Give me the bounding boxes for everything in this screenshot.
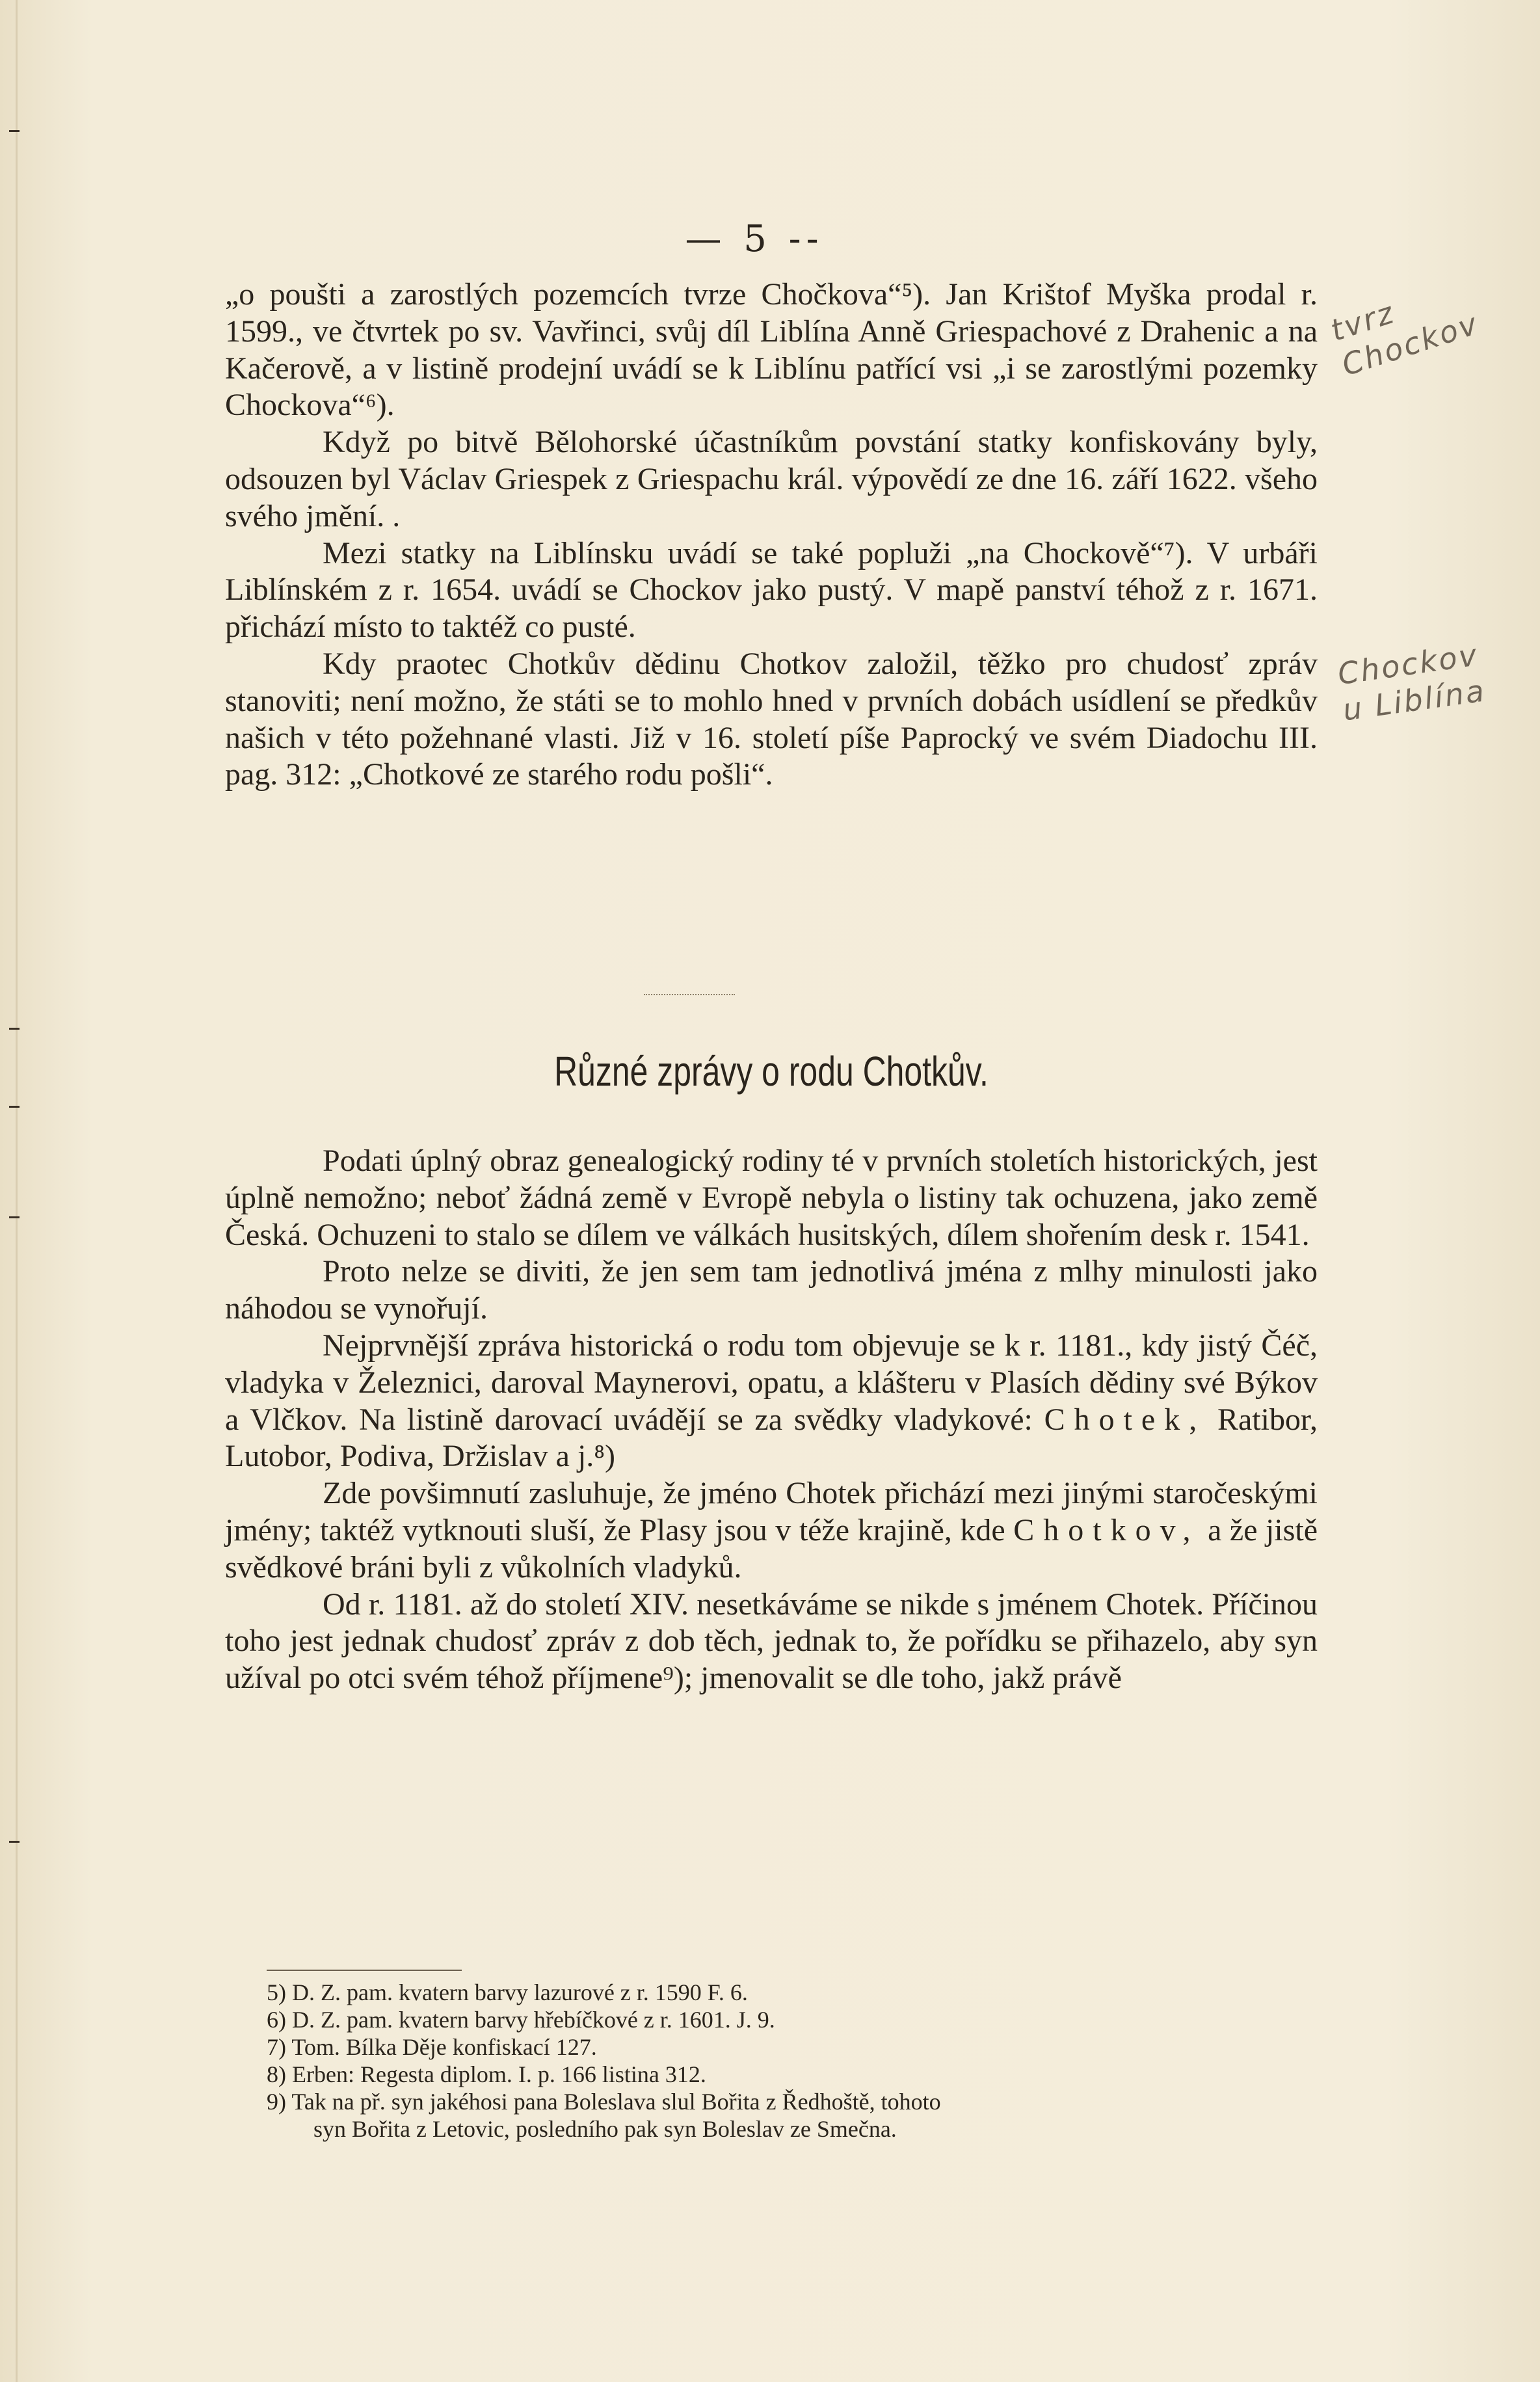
- edge-mark: [9, 1028, 20, 1030]
- paragraph: „o poušti a zarostlých pozemcích tvrze Chočkova“⁵). Jan Krištof Myška prodal r. 1599., ve čtvrtek po sv. Vavřinci, svůj díl Liblína Anně Griespachové z Drahenic a na Kačerově, a v listině prodejní uvádí se k Liblínu patřící vsi „i se zarostlými pozemky Chockova“⁶).: [225, 277, 1318, 423]
- footnote-rule: [267, 1970, 462, 1971]
- paragraph: Proto nelze se diviti, že jen sem tam jednotlivá jména z mlhy minulosti jako náhodou se vynořují.: [225, 1254, 1318, 1326]
- footnotes: [267, 1979, 1281, 2143]
- footnote: 6) D. Z. pam. kvatern barvy hřebíčkové z r. 1601. J. 9.: [267, 2007, 775, 2033]
- paragraph: Kdy praotec Chotkův dědinu Chotkov založil, těžko pro chudosť zpráv stanoviti; není možno, že státi se to mohlo hned v prvních dobách usídlení se předkův našich v této požehnané vlasti. Již v 16. století píše Paprocký ve svém Diadochu III. pag. 312: „Chotkové ze starého rodu pošli“.: [225, 646, 1318, 792]
- edge-mark: [9, 1216, 20, 1218]
- paragraph: Od r. 1181. až do století XIV. nesetkáváme se nikde s jménem Chotek. Příčinou toho jest jednak chudosť zpráv z dob těch, jednak to, že pořídku se přihazelo, aby syn užíval po otci svém téhož příjmene⁹); jmenovalit se dle toho, jakž právě: [225, 1586, 1318, 1696]
- spaced-name: Chotkov,: [1013, 1512, 1200, 1547]
- paragraph-text: Ratibor, Lutobor, Podiva, Držislav a j.⁸): [225, 1402, 1318, 1474]
- paragraph: Když po bitvě Bělohorské účastníkům povstání statky konfiskovány byly, odsouzen byl Václav Griespek z Griespachu král. výpovědí ze dne 16. září 1622. všeho svého jmění. .: [225, 425, 1318, 533]
- spaced-name: Chotek,: [1044, 1402, 1206, 1437]
- paragraph: Mezi statky na Liblínsku uvádí se také popluži „na Chockově“⁷). V urbáři Liblínském z r. 1654. uvádí se Chockov jako pustý. V mapě panství téhož z r. 1671. přichází místo to taktéž co pusté.: [225, 535, 1318, 645]
- paragraph: Podati úplný obraz genealogický rodiny té v prvních stoletích historických, jest úplně nemožno; neboť žádná země v Evropě nebyla o listiny tak ochuzena, jako země Česká. Ochuzeni to stalo se dílem ve válkách husitských, dílem shořením desk r. 1541.: [225, 1144, 1318, 1252]
- footnote: 8) Erben: Regesta diplom. I. p. 166 listina 312.: [267, 2061, 706, 2087]
- page-number: — 5 --: [685, 218, 824, 260]
- body-text: [225, 1143, 1318, 1697]
- edge-mark: [9, 1106, 20, 1108]
- ornamental-divider: [644, 990, 735, 995]
- footnote: 5) D. Z. pam. kvatern barvy lazurové z r. 1590 F. 6.: [267, 1979, 748, 2005]
- paragraph: [225, 1475, 1318, 1586]
- section-heading: Různé zprávy o rodu Chotkův.: [554, 1048, 989, 1095]
- handwritten-note: Chockov u Liblína: [1335, 637, 1489, 728]
- footnote-continuation: syn Bořita z Letovic, posledního pak syn Boleslav ze Smečna.: [313, 2116, 897, 2142]
- paragraph-text: Nejprvnější zpráva historická o rodu tom objevuje se k r. 1181., kdy jistý Čéč, vladyka v Železnici, daroval Maynerovi, opatu, a klášteru v Plasích dědiny své Býkov a Vlčkov. Na listině darovací uvádějí se za svědky vladykové:: [225, 1328, 1318, 1437]
- edge-mark: [9, 130, 20, 132]
- footnote: 7) Tom. Bílka Děje konfiskací 127.: [267, 2034, 597, 2060]
- handwritten-note: tvrz Chockov: [1326, 294, 1483, 383]
- paragraph-text: Zde povšimnutí zasluhuje, že jméno Chotek přichází mezi jinými staročeskými jmény; taktéž vytknouti sluší, že Plasy jsou v téže krajině, kde: [225, 1476, 1318, 1547]
- edge-mark: [9, 1841, 20, 1843]
- footnote: 9) Tak na př. syn jakéhosi pana Boleslava slul Bořita z Ředhoště, tohoto: [267, 2089, 941, 2115]
- paragraph-text: a že jistě svědkové bráni byli z vůkolních vladyků.: [225, 1512, 1318, 1585]
- paragraph: [225, 1328, 1318, 1475]
- top-text: [225, 276, 1318, 794]
- binding-edge: [16, 0, 18, 2382]
